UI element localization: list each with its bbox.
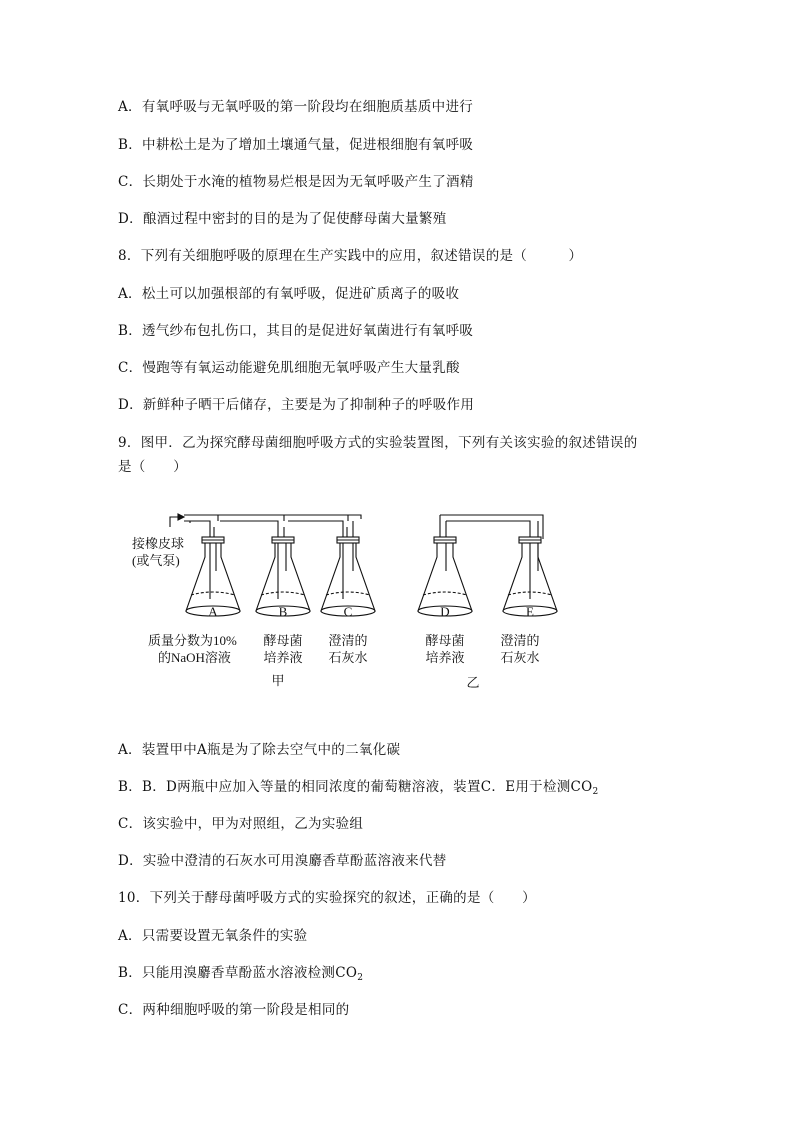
q10-option-b-text: B．只能用溴麝香草酚蓝水溶液检测CO — [118, 965, 358, 981]
figure-label-jia: 甲 — [271, 673, 285, 688]
q7-option-d: D．酿酒过程中密封的目的是为了促使酵母菌大量繁殖 — [118, 211, 447, 227]
flask-label-a: A — [208, 604, 218, 619]
caption-e-1: 澄清的 — [500, 633, 540, 648]
q10-option-c: C．两种细胞呼吸的第一阶段是相同的 — [118, 1002, 350, 1018]
question-9-line1: 9．图甲．乙为探究酵母菌细胞呼吸方式的实验装置图，下列有关该实验的叙述错误的 — [118, 435, 638, 451]
q7-option-a: A．有氧呼吸与无氧呼吸的第一阶段均在细胞质基质中进行 — [118, 99, 474, 115]
caption-b-2: 培养液 — [263, 650, 303, 665]
caption-c-2: 石灰水 — [328, 650, 368, 665]
caption-d-2: 培养液 — [425, 650, 465, 665]
flask-label-d: D — [440, 604, 450, 619]
flask-label-c: C — [343, 604, 353, 619]
q9-option-d: D．实验中澄清的石灰水可用溴麝香草酚蓝溶液来代替 — [118, 853, 447, 869]
figure-label-yi: 乙 — [466, 675, 480, 690]
caption-e-2: 石灰水 — [500, 650, 540, 665]
q9-option-b-subscript: 2 — [592, 787, 599, 797]
q9-option-b-text: B．B．D两瓶中应加入等量的相同浓度的葡萄糖溶液，装置C．E用于检测CO — [118, 779, 593, 795]
pump-label-1: 接橡皮球 — [132, 536, 185, 551]
question-8: 8．下列有关细胞呼吸的原理在生产实践中的应用，叙述错误的是（ ） — [118, 248, 583, 264]
q8-option-d: D．新鲜种子晒干后储存，主要是为了抑制种子的呼吸作用 — [118, 397, 475, 413]
caption-c-1: 澄清的 — [328, 633, 368, 648]
q9-option-c: C．该实验中，甲为对照组，乙为实验组 — [118, 816, 364, 832]
q10-option-b — [118, 964, 363, 987]
question-10: 10．下列关于酵母菌呼吸方式的实验探究的叙述，正确的是（ ） — [118, 890, 536, 906]
caption-a-1: 质量分数为10% — [148, 633, 237, 648]
q8-option-c: C．慢跑等有氧运动能避免肌细胞无氧呼吸产生大量乳酸 — [118, 360, 460, 376]
caption-b-1: 酵母菌 — [263, 633, 303, 648]
q9-option-a: A．装置甲中A瓶是为了除去空气中的二氧化碳 — [118, 742, 401, 758]
q8-option-a: A．松土可以加强根部的有氧呼吸，促进矿质离子的吸收 — [118, 286, 460, 302]
flask-label-e: E — [526, 604, 534, 619]
caption-d-1: 酵母菌 — [425, 633, 465, 648]
experiment-apparatus-figure — [118, 505, 568, 695]
q10-option-b-subscript: 2 — [357, 973, 364, 983]
q8-option-b: B．透气纱布包扎伤口，其目的是促进好氧菌进行有氧呼吸 — [118, 323, 474, 339]
q7-option-b: B．中耕松土是为了增加土壤通气量，促进根细胞有氧呼吸 — [118, 137, 474, 153]
pump-label-2: (或气泵) — [132, 553, 180, 568]
q7-option-c: C．长期处于水淹的植物易烂根是因为无氧呼吸产生了酒精 — [118, 174, 474, 190]
question-9-line2: 是（ ） — [118, 459, 187, 475]
caption-a-2: 的NaOH溶液 — [158, 650, 231, 665]
q9-option-b — [118, 778, 599, 801]
q10-option-a: A．只需要设置无氧条件的实验 — [118, 928, 308, 944]
flask-label-b: B — [278, 604, 288, 619]
